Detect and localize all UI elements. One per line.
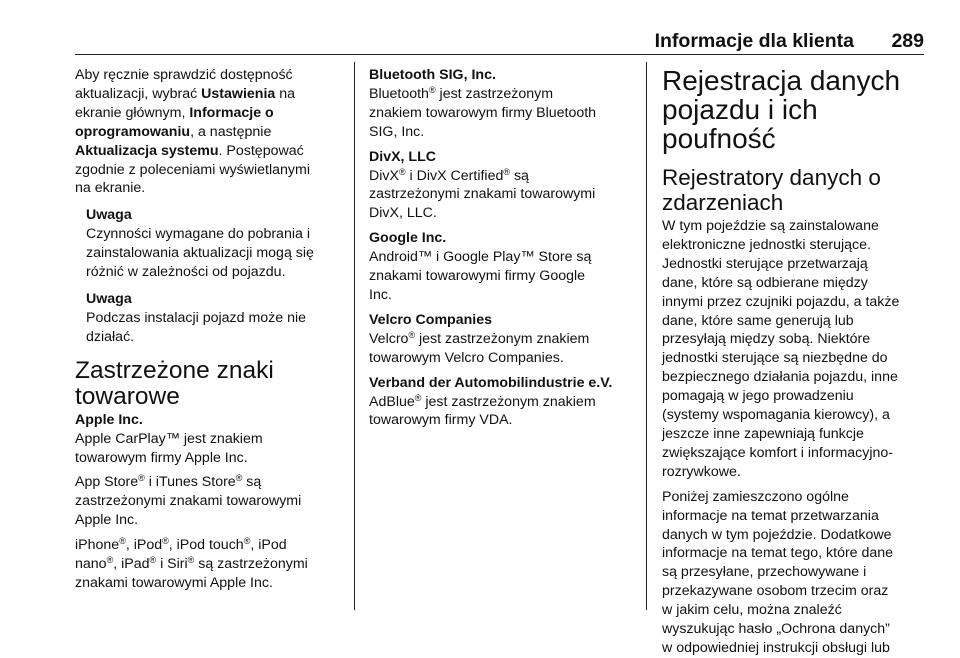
text-line: Aby ręcznie sprawdzić dostępność	[75, 67, 293, 83]
note-2	[75, 290, 345, 347]
trademark-owner: Bluetooth SIG, Inc.	[369, 67, 496, 83]
text-line: iPhone®, iPod®, iPod touch®, iPod	[75, 536, 287, 554]
note-heading: Uwaga	[86, 207, 132, 224]
trademark-bluetooth	[369, 66, 631, 142]
text-line: Podczas instalacji pojazd może nie	[86, 309, 307, 326]
text-line: w jakim celu, można znaleźć	[662, 602, 842, 619]
text-line: zastrzeżonymi znakami towarowymi	[75, 493, 302, 510]
text-line: informacje na temat tego, które dane	[662, 545, 894, 562]
text-line: przesyłają między sobą. Niektóre	[662, 331, 871, 348]
trademark-divx	[369, 148, 631, 224]
trademark-owner: Google Inc.	[369, 230, 447, 247]
text-line: DivX, LLC.	[369, 205, 437, 222]
text-line: elektroniczne jednostki sterujące.	[662, 236, 871, 253]
trademark-owner: Velcro Companies	[369, 311, 493, 328]
trademark-vda	[369, 374, 631, 431]
text-line: znakiem towarowym firmy Bluetooth	[369, 104, 597, 121]
text-line: bezpiecznego działania pojazdu, inne	[662, 369, 898, 386]
section-heading-data-recording: Rejestracja danych pojazdu i ich poufność	[662, 65, 901, 154]
text-line: pomagają w jego prowadzeniu	[662, 388, 854, 405]
text-line: zainstalowania aktualizacji mogą się	[86, 245, 314, 262]
text-line: jeszcze inne zapewniają funkcje	[662, 425, 864, 442]
text-line: Android™ i Google Play™ Store są	[369, 249, 592, 266]
note-heading: Uwaga	[86, 290, 132, 307]
trademark-owner: Apple Inc.	[75, 411, 143, 428]
page-number: 289	[891, 30, 924, 52]
menu-ref-system-update: Aktualizacja systemu	[75, 142, 219, 159]
text-line: Poniżej zamieszczono ogólne	[662, 488, 849, 505]
text-line: (systemy wspomagania kierowcy), a	[662, 407, 890, 424]
column-divider-2	[646, 62, 647, 610]
trademark-owner: DivX, LLC	[369, 148, 437, 165]
trademark-velcro	[369, 311, 631, 368]
text-line: towarowym firmy VDA.	[369, 412, 513, 429]
text-line: W tym pojeździe są zainstalowane	[662, 218, 879, 234]
intro-paragraph	[75, 66, 345, 198]
text-line: jednostki sterujące są niezbędne do	[662, 350, 888, 367]
header-rule	[75, 54, 924, 55]
text-line: towarowym firmy Apple Inc.	[75, 449, 248, 466]
text-line: działać.	[86, 328, 135, 345]
trademark-google	[369, 229, 631, 305]
text-line: w odpowiedniej instrukcji obsługi lub	[662, 639, 890, 656]
section-heading-trademarks: Zastrzeżone znaki towarowe	[75, 356, 274, 411]
text-line: znakami towarowymi firmy Google	[369, 268, 586, 285]
column-2	[369, 66, 631, 430]
subsection-heading-event-recorders: Rejestratory danych o zdarzeniach	[662, 165, 881, 215]
text-line: ekranie głównym, Informacje o	[75, 104, 274, 121]
column-1	[75, 66, 345, 593]
menu-ref-settings: Ustawienia	[201, 85, 276, 102]
paragraph-1	[662, 217, 930, 482]
text-line: informacje na temat przetwarzania	[662, 507, 879, 524]
text-line: Czynności wymagane do pobrania i	[86, 226, 310, 243]
text-line: Apple Inc.	[75, 512, 139, 529]
text-line: Velcro® jest zastrzeżonym znakiem	[369, 329, 590, 347]
column-divider-1	[354, 62, 355, 610]
text-line: AdBlue® jest zastrzeżonym znakiem	[369, 392, 596, 410]
text-line: wyszukując hasło „Ochrona danych”	[662, 621, 890, 638]
trademark-apple	[75, 411, 345, 593]
running-header-title: Informacje dla klienta	[654, 30, 854, 52]
text-line: innymi przez czujniki pojazdu, a także	[662, 293, 900, 310]
text-line: Apple CarPlay™ jest znakiem	[75, 430, 263, 447]
trademark-owner: Verband der Automobilindustrie e.V.	[369, 374, 613, 391]
text-line: zgodnie z poleceniami wyświetlanymi	[75, 161, 310, 178]
text-line: są przesyłane, przechowywane i	[662, 564, 867, 581]
text-line: Bluetooth® jest zastrzeżonym	[369, 84, 554, 102]
text-line: Aktualizacja systemu. Postępować	[75, 142, 304, 159]
text-line: SIG, Inc.	[369, 123, 425, 140]
menu-ref-software-info-cont: oprogramowaniu	[75, 123, 191, 140]
paragraph-2	[662, 488, 930, 658]
text-line: dane, które same generują lub	[662, 312, 854, 329]
note-1	[75, 206, 345, 282]
column-3	[662, 66, 930, 658]
text-line: zastrzeżonymi znakami towarowymi	[369, 186, 596, 203]
text-line: towarowym Velcro Companies.	[369, 349, 564, 366]
menu-ref-software-info: Informacje o	[189, 104, 274, 121]
text-line: oprogramowaniu, a następnie	[75, 123, 272, 140]
text-line: danych w tym pojeździe. Dodatkowe	[662, 526, 892, 543]
text-line: App Store® i iTunes Store® są	[75, 473, 262, 491]
text-line: różnić w zależności od pojazdu.	[86, 264, 286, 281]
text-line: zwiększające komfort i informacyjno-	[662, 444, 894, 461]
text-line: przekazywane osobom trzecim oraz	[662, 583, 889, 600]
text-line: znakami towarowymi Apple Inc.	[75, 574, 273, 591]
text-line: Inc.	[369, 286, 392, 303]
text-line: DivX® i DivX Certified® są	[369, 166, 529, 184]
text-line: aktualizacji, wybrać Ustawienia na	[75, 85, 296, 102]
text-line: Jednostki sterujące przetwarzają	[662, 255, 868, 272]
text-line: dane, które są odbierane między	[662, 274, 868, 291]
text-line: rozrywkowe.	[662, 463, 741, 480]
text-line: nano®, iPad® i Siri® są zastrzeżonymi	[75, 555, 308, 573]
text-line: na ekranie.	[75, 180, 146, 197]
